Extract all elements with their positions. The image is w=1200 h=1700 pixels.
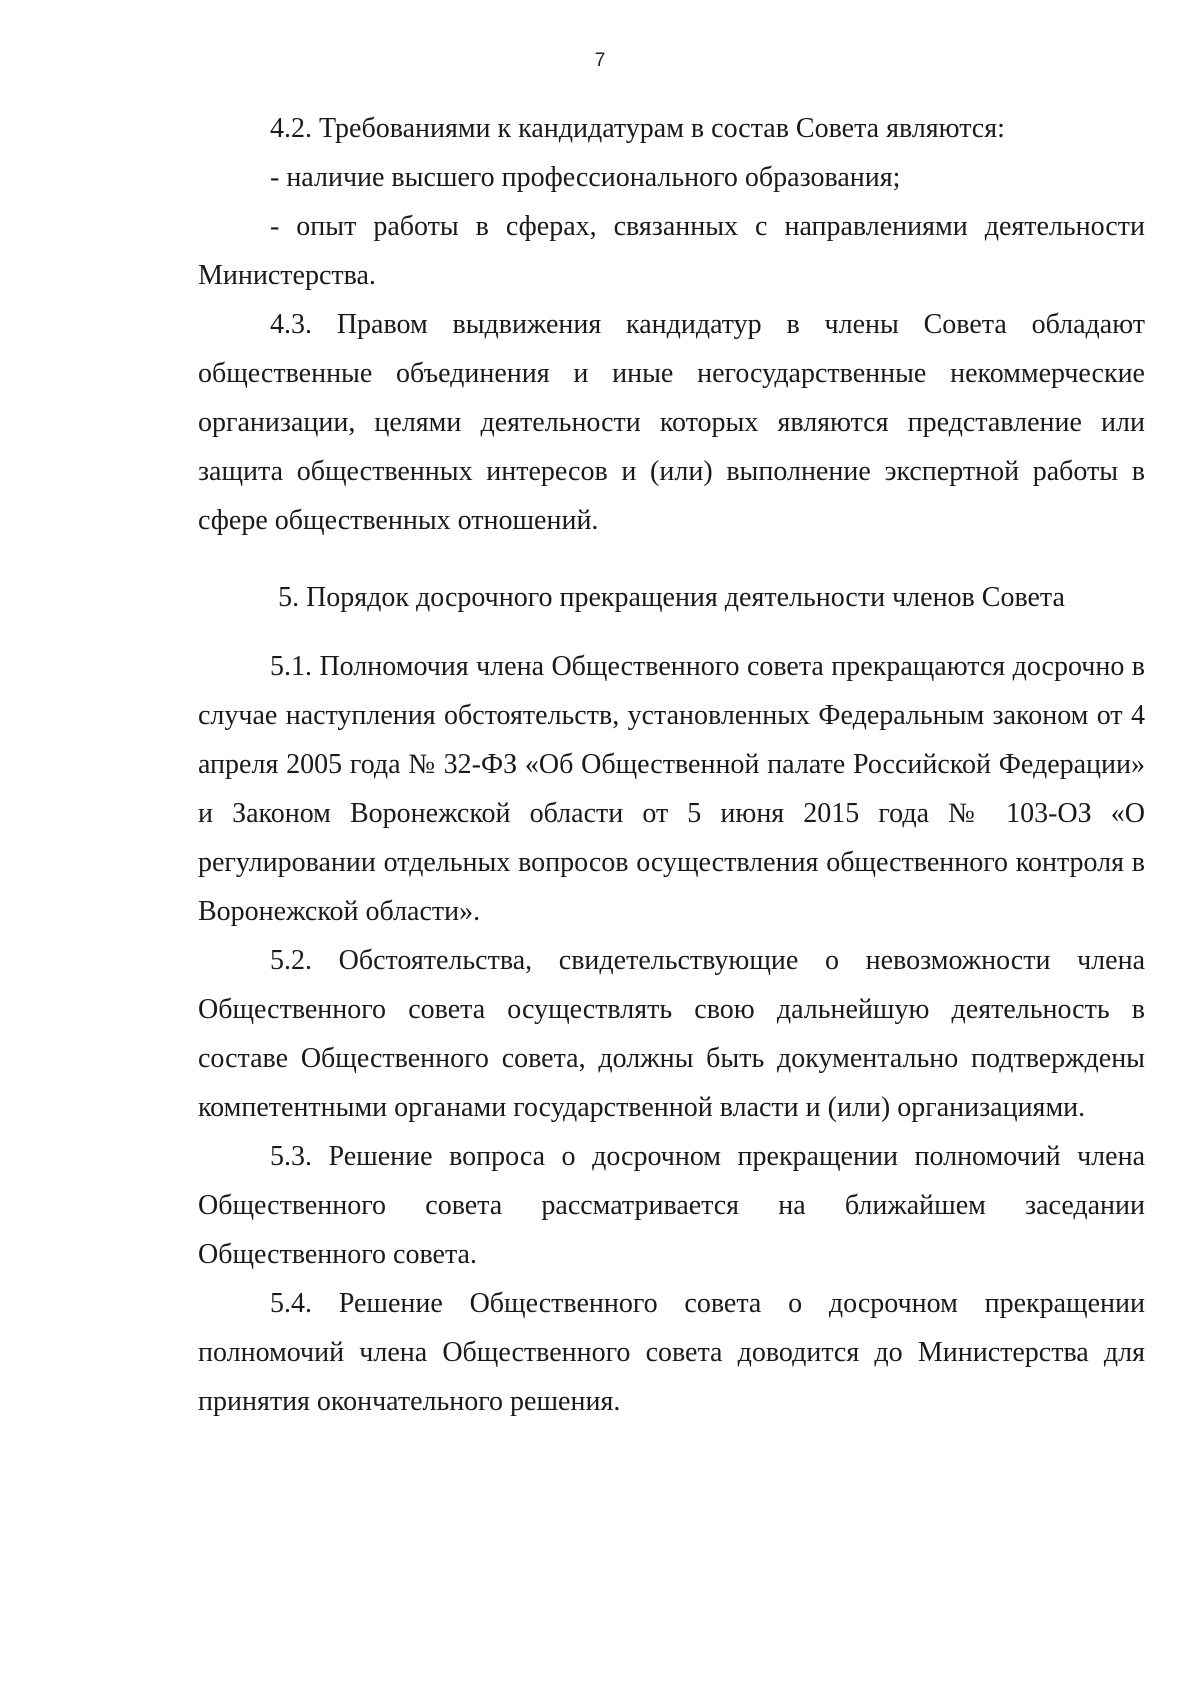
requirement-item-experience: - опыт работы в сферах, связанных с направлениями деятельности Министерства. xyxy=(198,211,1145,291)
paragraph-5-1: 5.1. Полномочия члена Общественного совета прекращаются досрочно в случае наступления обстоятельств, установленных Федеральным законом от 4 апреля 2005 года № 32-ФЗ «Об Общественной палате Российской Федерации» и Законом Воронежской области от 5 июня 2015 года № 103-ОЗ «О регулировании отдельных вопросов осуществления общественного контроля в Воронежской области». xyxy=(198,651,1145,927)
paragraph-5-4: 5.4. Решение Общественного совета о досрочном прекращении полномочий члена Общественного совета доводится до Министерства для принятия окончательного решения. xyxy=(198,1288,1145,1417)
paragraph-5-3: 5.3. Решение вопроса о досрочном прекращении полномочий члена Общественного совета рассматривается на ближайшем заседании Общественного совета. xyxy=(198,1141,1145,1270)
page-number: 7 xyxy=(594,50,606,71)
paragraph-4-3: 4.3. Правом выдвижения кандидатур в члены Совета обладают общественные объединения и иные негосударственные некоммерческие организации, целями деятельности которых являются представление или защита общественных интересов и (или) выполнение экспертной работы в сфере общественных отношений. xyxy=(198,309,1145,536)
requirement-item-education: - наличие высшего профессионального образования; xyxy=(270,162,901,193)
document-body xyxy=(198,104,1145,1426)
section-5-heading: 5. Порядок досрочного прекращения деятельности членов Совета xyxy=(278,582,1065,613)
paragraph-4-2: 4.2. Требованиями к кандидатурам в состав Совета являются: xyxy=(270,113,1005,144)
paragraph-5-2: 5.2. Обстоятельства, свидетельствующие о невозможности члена Общественного совета осуществлять свою дальнейшую деятельность в составе Общественного совета, должны быть документально подтверждены компетентными органами государственной власти и (или) организациями. xyxy=(198,945,1145,1123)
